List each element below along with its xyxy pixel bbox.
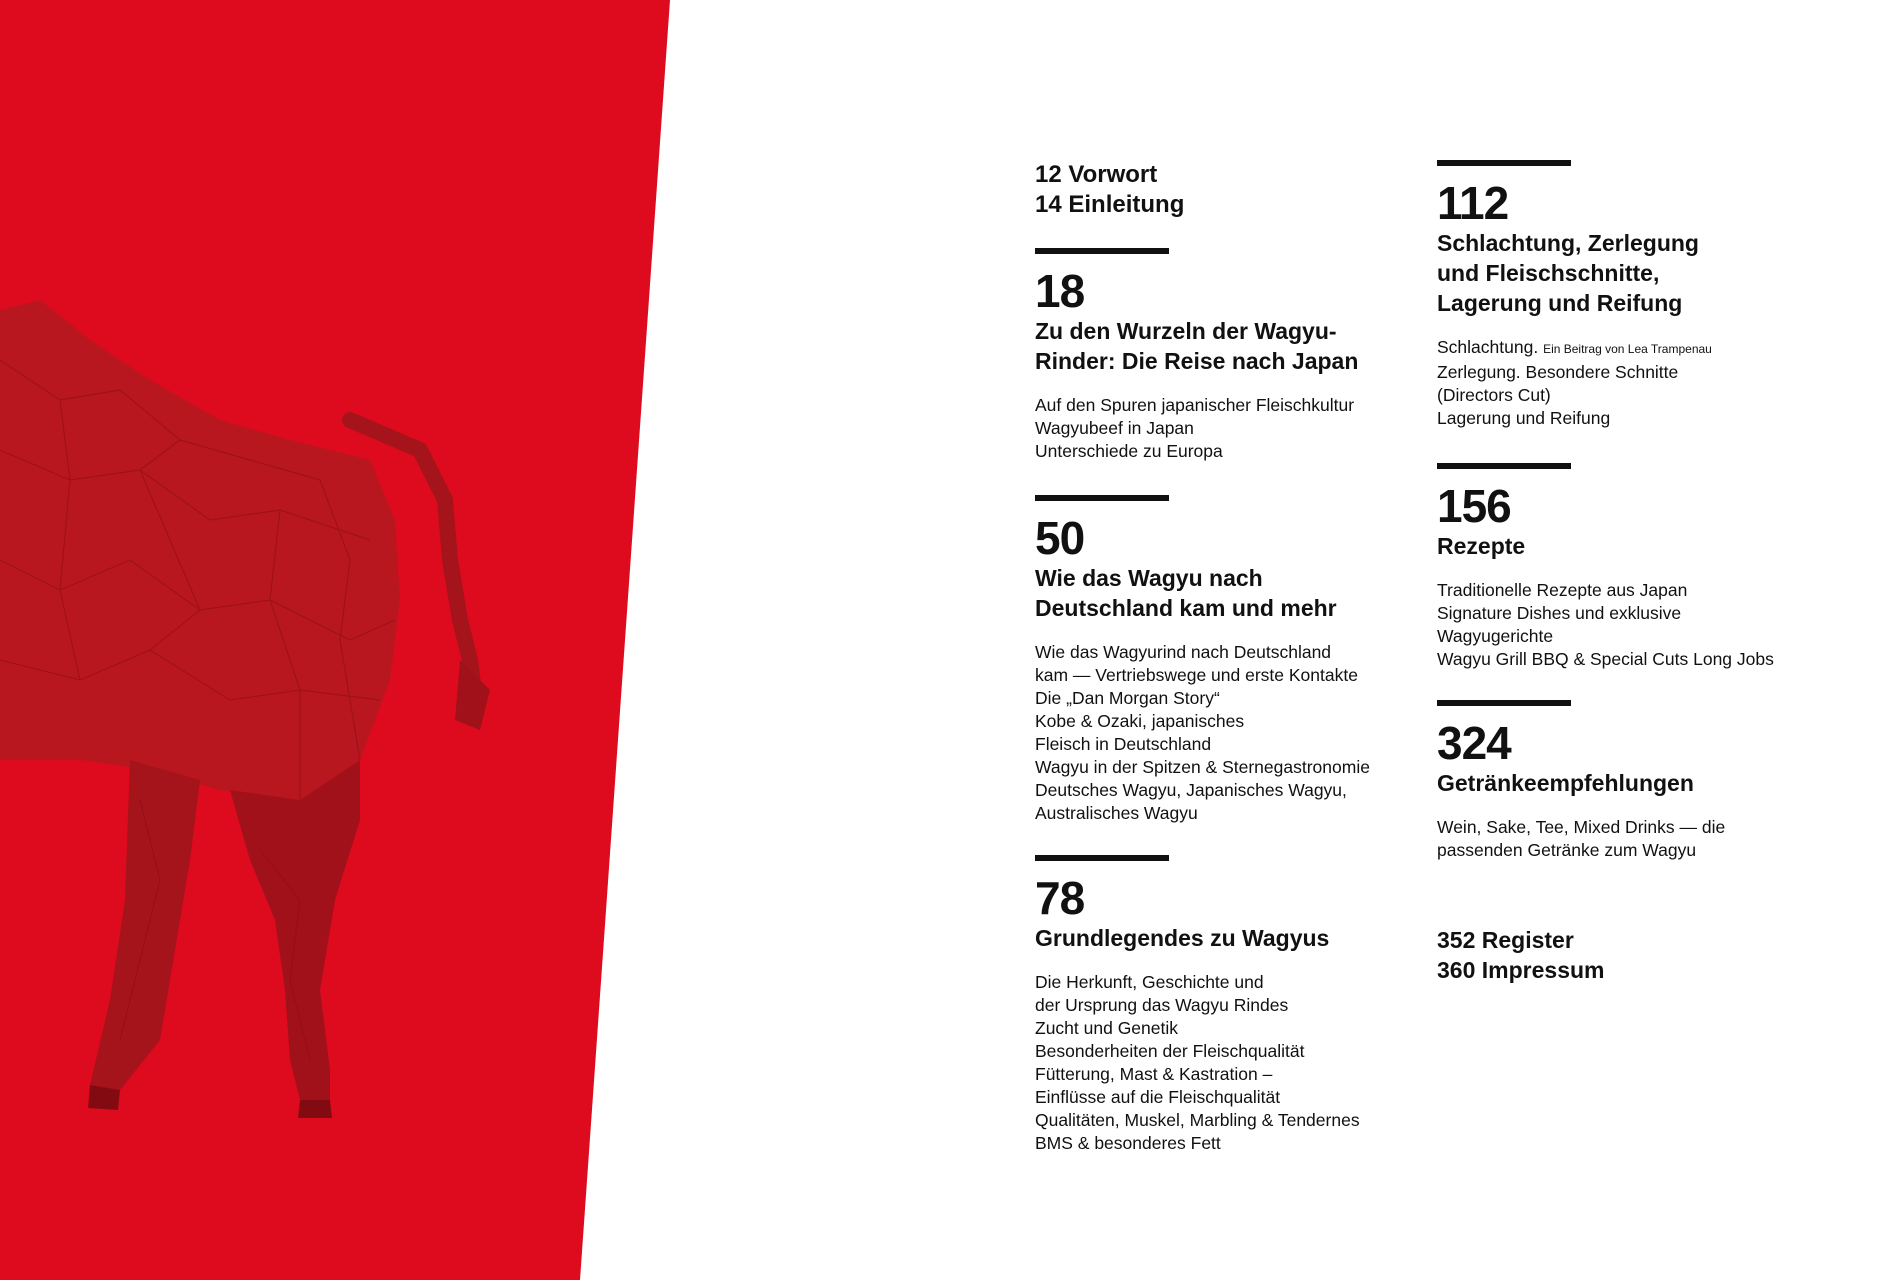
- section-items: [1035, 641, 1370, 825]
- list-item: Fütterung, Mast & Kastration –: [1035, 1064, 1273, 1084]
- section-number: 18: [1035, 265, 1085, 317]
- list-item: Die Herkunft, Geschichte und: [1035, 972, 1264, 992]
- list-item: Die „Dan Morgan Story“: [1035, 688, 1220, 708]
- section-title-line: Getränkeempfehlungen: [1437, 770, 1694, 796]
- list-item: Wein, Sake, Tee, Mixed Drinks — die: [1437, 817, 1726, 837]
- list-item: Traditionelle Rezepte aus Japan: [1437, 580, 1688, 600]
- contributor-note: Ein Beitrag von Lea Trampenau: [1543, 342, 1712, 356]
- section-rule: [1035, 248, 1169, 254]
- section-number: 78: [1035, 872, 1085, 924]
- toc-section-112: [1437, 160, 1712, 430]
- section-items: [1437, 816, 1725, 862]
- section-title-line: Lagerung und Reifung: [1437, 290, 1683, 316]
- list-item: Zerlegung. Besondere Schnitte: [1437, 362, 1679, 382]
- toc-section-324: [1437, 700, 1725, 862]
- list-item: Signature Dishes und exklusive: [1437, 603, 1682, 623]
- section-title-line: Deutschland kam und mehr: [1035, 595, 1337, 621]
- section-rule: [1437, 463, 1571, 469]
- list-item: Wie das Wagyurind nach Deutschland: [1035, 642, 1332, 662]
- list-item: Zucht und Genetik: [1035, 1018, 1178, 1038]
- front-item-einleitung: 14 Einleitung: [1035, 191, 1185, 218]
- list-item: Einflüsse auf die Fleischqualität: [1035, 1087, 1281, 1107]
- list-item: Wagyubeef in Japan: [1035, 418, 1194, 438]
- section-items: [1437, 579, 1774, 671]
- list-item: Deutsches Wagyu, Japanisches Wagyu,: [1035, 780, 1347, 800]
- back-matter: [1437, 925, 1604, 985]
- section-number: 156: [1437, 480, 1511, 532]
- section-title-line: und Fleischschnitte,: [1437, 260, 1660, 286]
- list-item: Wagyugerichte: [1437, 626, 1554, 646]
- section-title: [1035, 316, 1358, 376]
- list-item: BMS & besonderes Fett: [1035, 1133, 1221, 1153]
- section-number: 324: [1437, 717, 1511, 769]
- section-rule: [1035, 495, 1169, 501]
- section-number: 112: [1437, 177, 1509, 229]
- list-item: der Ursprung das Wagyu Rindes: [1035, 995, 1289, 1015]
- list-item: Wagyu Grill BBQ & Special Cuts Long Jobs: [1437, 649, 1774, 669]
- list-item: Qualitäten, Muskel, Marbling & Tendernes: [1035, 1110, 1360, 1130]
- section-title-line: Grundlegendes zu Wagyus: [1035, 925, 1330, 951]
- section-title-line: Schlachtung, Zerlegung: [1437, 230, 1699, 256]
- red-panel-bull-illustration: [0, 0, 670, 1280]
- list-item: Auf den Spuren japanischer Fleischkultur: [1035, 395, 1355, 415]
- section-rule: [1437, 700, 1571, 706]
- front-matter: [1035, 160, 1184, 220]
- section-items: [1035, 394, 1358, 463]
- list-item-text: Schlachtung.: [1437, 337, 1539, 357]
- list-item: passenden Getränke zum Wagyu: [1437, 840, 1697, 860]
- list-item: kam — Vertriebswege und erste Kontakte: [1035, 665, 1358, 685]
- section-title-line: Rinder: Die Reise nach Japan: [1035, 348, 1359, 374]
- toc-section-78: [1035, 855, 1360, 1155]
- front-item-vorwort: 12 Vorwort: [1035, 161, 1158, 188]
- section-title: [1035, 923, 1360, 953]
- list-item: (Directors Cut): [1437, 385, 1551, 405]
- back-item-register: 352 Register: [1437, 927, 1574, 953]
- list-item: Besonderheiten der Fleischqualität: [1035, 1041, 1305, 1061]
- toc-section-50: [1035, 495, 1370, 825]
- section-rule: [1437, 160, 1571, 166]
- section-rule: [1035, 855, 1169, 861]
- toc-section-156: [1437, 463, 1774, 671]
- list-item: Fleisch in Deutschland: [1035, 734, 1212, 754]
- list-item: [1437, 336, 1712, 361]
- section-number: 50: [1035, 512, 1085, 564]
- list-item: Lagerung und Reifung: [1437, 408, 1611, 428]
- section-items: [1035, 971, 1360, 1155]
- list-item: Australisches Wagyu: [1035, 803, 1198, 823]
- section-title-line: Wie das Wagyu nach: [1035, 565, 1263, 591]
- section-title-line: Rezepte: [1437, 533, 1526, 559]
- section-items: [1437, 336, 1712, 430]
- list-item: Unterschiede zu Europa: [1035, 441, 1223, 461]
- section-title: [1437, 531, 1774, 561]
- section-title-line: Zu den Wurzeln der Wagyu-: [1035, 318, 1337, 344]
- toc-section-18: [1035, 248, 1358, 463]
- list-item: Kobe & Ozaki, japanisches: [1035, 711, 1245, 731]
- section-title: [1437, 768, 1725, 798]
- section-title: [1035, 563, 1370, 623]
- back-item-impressum: 360 Impressum: [1437, 957, 1605, 983]
- list-item: Wagyu in der Spitzen & Sternegastronomie: [1035, 757, 1370, 777]
- section-title: [1437, 228, 1712, 318]
